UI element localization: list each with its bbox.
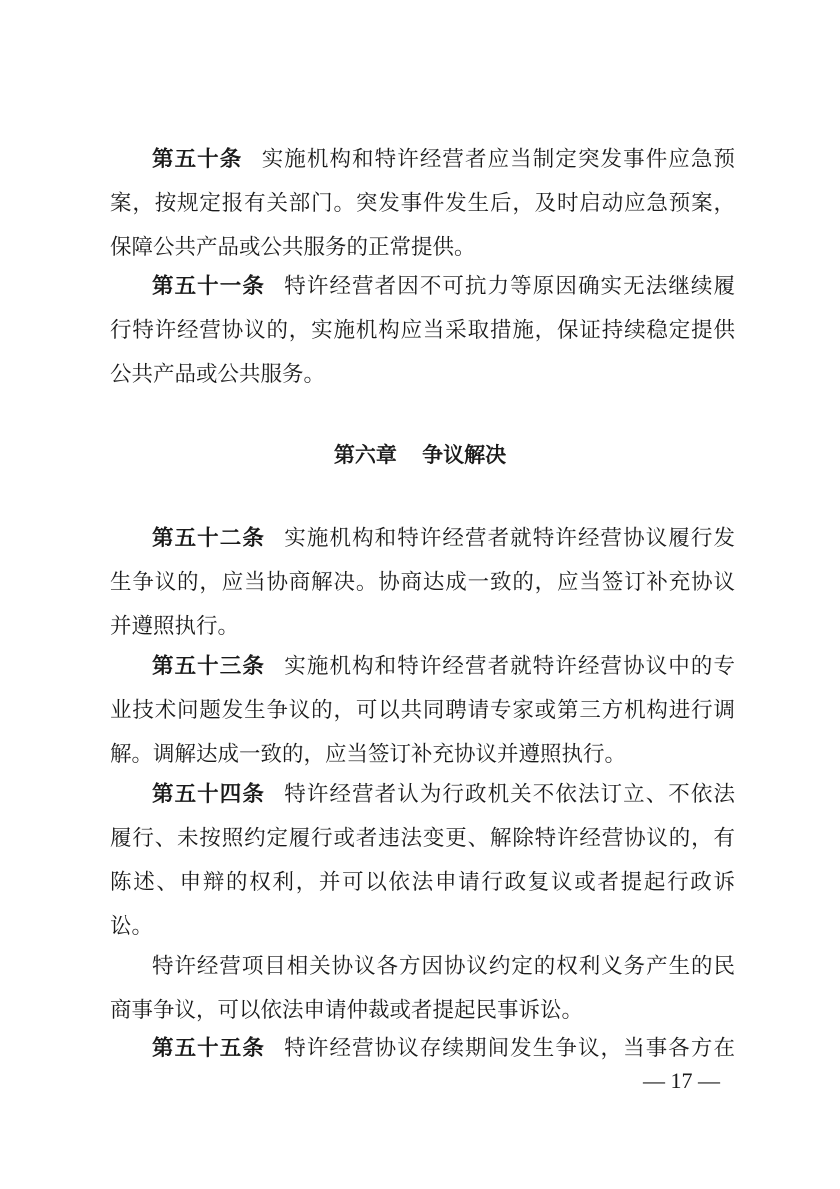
article-53-text: 实施机构和特许经营者就特许经营协议中的专 bbox=[284, 654, 735, 679]
article-52-text: 实施机构和特许经营者就特许经营协议履行发 bbox=[284, 526, 735, 551]
chapter-title: 争议解决 bbox=[422, 443, 507, 467]
article-50-line-1 bbox=[152, 138, 735, 182]
article-55-heading: 第五十五条 bbox=[152, 1036, 265, 1061]
article-53-line-3: 解。调解达成一致的，应当签订补充协议并遵照执行。 bbox=[110, 742, 627, 767]
article-55-text: 特许经营协议存续期间发生争议，当事各方在 bbox=[284, 1036, 735, 1061]
article-50-line-2: 案，按规定报有关部门。突发事件发生后，及时启动应急预案， bbox=[110, 191, 735, 216]
article-54-para2-line-1: 特许经营项目相关协议各方因协议约定的权利义务产生的民 bbox=[152, 954, 735, 979]
article-53-line-1 bbox=[152, 645, 735, 689]
article-51-line-1 bbox=[152, 265, 735, 309]
article-54-line-4: 讼。 bbox=[110, 914, 154, 939]
article-50-heading: 第五十条 bbox=[152, 147, 243, 172]
article-55-line-1 bbox=[152, 1027, 735, 1071]
article-52-line-1 bbox=[152, 517, 735, 561]
article-51-text: 特许经营者因不可抗力等原因确实无法继续履 bbox=[284, 274, 735, 299]
article-51-heading: 第五十一条 bbox=[152, 274, 265, 299]
article-54-line-2: 履行、未按照约定履行或者违法变更、解除特许经营协议的，有 bbox=[110, 826, 735, 851]
article-54-text: 特许经营者认为行政机关不依法订立、不依法 bbox=[284, 782, 735, 807]
article-53-heading: 第五十三条 bbox=[152, 654, 265, 679]
article-53-line-2: 业技术问题发生争议的，可以共同聘请专家或第三方机构进行调 bbox=[110, 698, 735, 723]
article-51-line-2: 行特许经营协议的，实施机构应当采取措施，保证持续稳定提供 bbox=[110, 318, 735, 343]
article-50-line-3: 保障公共产品或公共服务的正常提供。 bbox=[110, 235, 476, 260]
chapter-heading bbox=[0, 433, 840, 477]
article-51-line-3: 公共产品或公共服务。 bbox=[110, 362, 326, 387]
article-52-line-2: 生争议的，应当协商解决。协商达成一致的，应当签订补充协议 bbox=[110, 570, 735, 595]
article-54-line-1 bbox=[152, 773, 735, 817]
article-54-heading: 第五十四条 bbox=[152, 782, 265, 807]
article-50-text: 实施机构和特许经营者应当制定突发事件应急预 bbox=[261, 147, 735, 172]
page-number: — 17 — bbox=[643, 1068, 720, 1093]
article-54-para2-line-2: 商事争议，可以依法申请仲裁或者提起民事诉讼。 bbox=[110, 998, 584, 1023]
article-52-line-3: 并遵照执行。 bbox=[110, 614, 240, 639]
chapter-number: 第六章 bbox=[333, 443, 397, 467]
article-52-heading: 第五十二条 bbox=[152, 526, 265, 551]
article-54-line-3: 陈述、申辩的权利，并可以依法申请行政复议或者提起行政诉 bbox=[110, 870, 735, 895]
